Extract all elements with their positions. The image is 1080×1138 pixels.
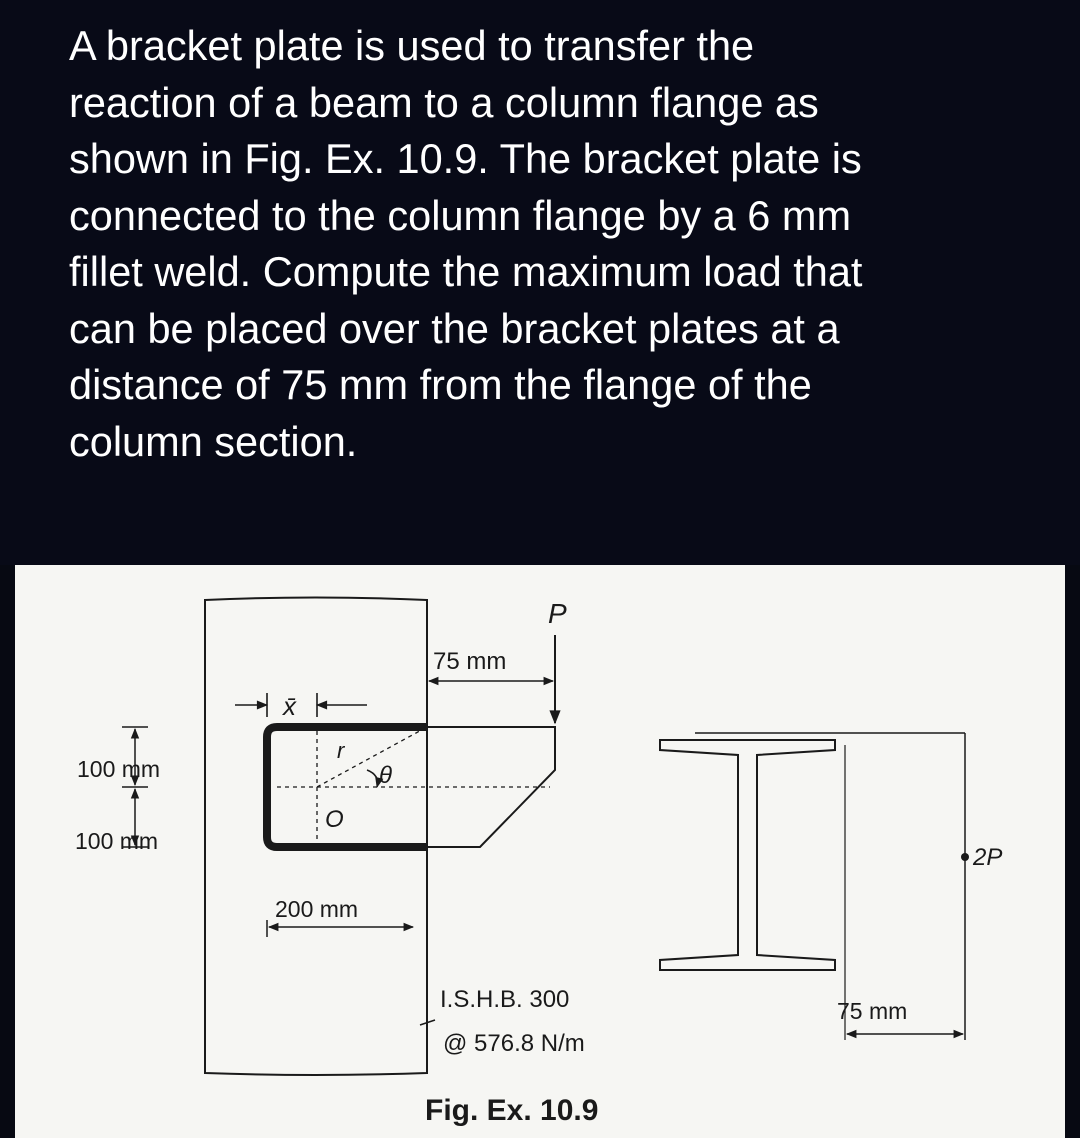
problem-statement-panel bbox=[0, 0, 1080, 565]
problem-line: reaction of a beam to a column flange as bbox=[69, 78, 819, 126]
r-label: r bbox=[337, 738, 345, 763]
problem-line: column section. bbox=[69, 417, 358, 465]
theta-label: θ bbox=[379, 762, 393, 789]
problem-line: can be placed over the bracket plates at a bbox=[69, 304, 840, 352]
radius-line bbox=[317, 727, 427, 787]
load-2p-label: 2P bbox=[973, 844, 1003, 871]
problem-line: shown in Fig. Ex. 10.9. The bracket plate is bbox=[69, 135, 862, 182]
column-flange bbox=[205, 598, 427, 1076]
xbar-label: x̄ bbox=[283, 691, 296, 721]
dim-100-upper-label: 100 mm bbox=[77, 756, 161, 782]
i-section bbox=[660, 740, 835, 970]
section-label: I.S.H.B. 300 bbox=[440, 986, 570, 1013]
origin-label: O bbox=[325, 806, 344, 833]
load-2p-point bbox=[961, 853, 969, 861]
dim-75-top-label: 75 mm bbox=[433, 648, 507, 675]
problem-line: fillet weld. Compute the maximum load that bbox=[69, 248, 863, 295]
section-weight-label: @ 576.8 N/m bbox=[443, 1030, 585, 1057]
dim-200-label: 200 mm bbox=[275, 896, 359, 922]
fillet-weld bbox=[267, 727, 427, 847]
dim-75-right-label: 75 mm bbox=[837, 998, 908, 1024]
theta-arc bbox=[367, 770, 378, 787]
bracket-figure bbox=[15, 565, 1065, 1138]
figure-caption: Fig. Ex. 10.9 bbox=[425, 1094, 599, 1127]
problem-line: connected to the column flange by a 6 mm bbox=[69, 191, 852, 239]
problem-text bbox=[69, 18, 1029, 470]
figure-panel bbox=[15, 565, 1065, 1138]
load-p-label: P bbox=[548, 598, 567, 629]
dim-100-lower-label: 100 mm bbox=[75, 828, 159, 854]
problem-line: distance of 75 mm from the flange of the bbox=[69, 361, 812, 408]
problem-line: A bracket plate is used to transfer the bbox=[69, 22, 755, 69]
